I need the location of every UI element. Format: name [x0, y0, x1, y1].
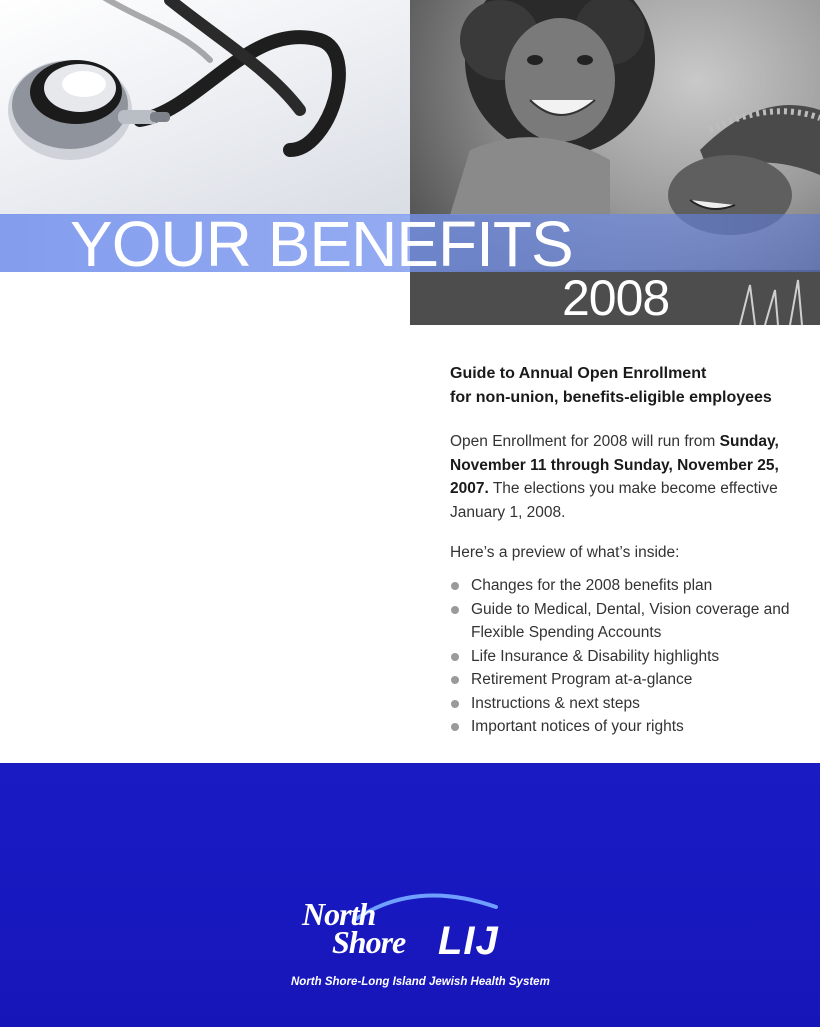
list-item-text: Instructions & next steps — [471, 694, 640, 712]
bullet-icon — [451, 676, 459, 684]
logo-shore: Shore — [332, 924, 406, 960]
stethoscope-illustration — [0, 0, 410, 215]
organization-logo — [296, 885, 526, 965]
enrollment-lead: Open Enrollment for 2008 will run from — [450, 433, 716, 450]
list-item — [450, 645, 805, 669]
enrollment-dates: Sunday, November 11 through Sunday, November 25, 2007. — [450, 433, 779, 497]
list-item-text: Important notices of your rights — [471, 718, 684, 735]
logo-lij-mark: LIJ — [438, 919, 499, 963]
list-item — [450, 715, 805, 739]
page-title: YOUR BENEFITS — [70, 208, 573, 280]
content-column — [450, 362, 805, 739]
list-item-text: Life Insurance & Disability highlights — [471, 647, 720, 665]
guide-heading-line2: for non-union, benefits-eligible employees — [450, 389, 772, 406]
bullet-icon — [451, 723, 459, 731]
list-item — [450, 598, 805, 645]
hero-banner — [0, 0, 820, 325]
preview-list — [450, 574, 805, 739]
logo-north: North — [302, 896, 376, 932]
guide-heading-line1: Guide to Annual Open Enrollment — [450, 365, 707, 382]
bullet-icon — [451, 700, 459, 708]
bullet-icon — [451, 582, 459, 590]
stethoscope-photo — [0, 0, 410, 215]
list-item-text: Guide to Medical, Dental, Vision coverage and Flexible Spending Accounts — [471, 600, 790, 641]
health-system-name: North Shore-Long Island Jewish Health System — [291, 976, 550, 988]
title-year: 2008 — [562, 270, 670, 326]
list-item — [450, 668, 805, 692]
list-item-text: Changes for the 2008 benefits plan — [471, 577, 713, 594]
bullet-icon — [451, 606, 459, 614]
bullet-icon — [451, 653, 459, 661]
enrollment-tail: The elections you make become effective January 1, 2008. — [450, 480, 778, 521]
enrollment-paragraph — [450, 430, 805, 524]
guide-heading — [450, 362, 805, 410]
list-item — [450, 692, 805, 716]
list-item — [450, 574, 805, 598]
preview-intro: Here’s a preview of what’s inside: — [450, 544, 680, 561]
list-item-text: Retirement Program at-a-glance — [471, 671, 693, 688]
